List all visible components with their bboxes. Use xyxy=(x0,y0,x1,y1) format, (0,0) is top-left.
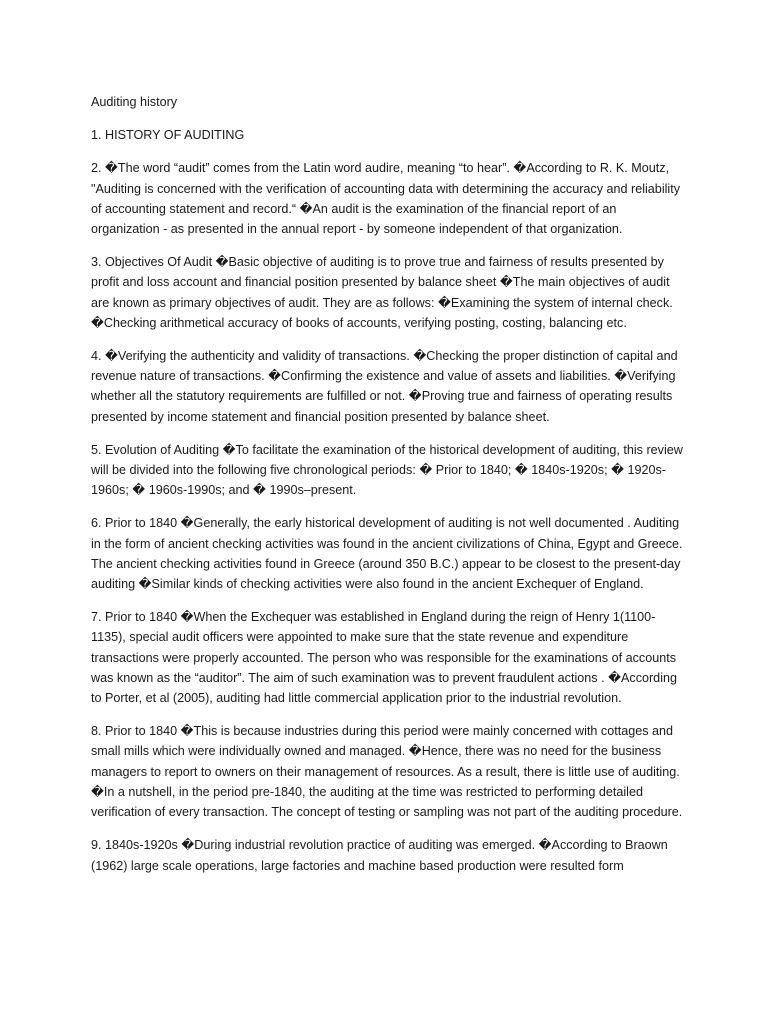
document-title: Auditing history xyxy=(91,95,178,109)
paragraph-8: 8. Prior to 1840 �This is because industries during this period were mainly concerned with cottages and small mills which were individually owned and managed. �Hence, there was no need for the business managers to report to owners on their management of resources. As a result, there is little use of auditing. �In a nutshell, in the period pre-1840, the auditing at the time was restricted to performing detailed verification of every transaction. The concept of testing or sampling was not part of the auditing procedure. xyxy=(91,724,683,820)
document-body xyxy=(91,92,683,889)
paragraph-3: 3. Objectives Of Audit �Basic objective of auditing is to prove true and fairness of results presented by profit and loss account and financial position presented by balance sheet �The main objectives of audit are known as primary objectives of audit. They are as follows: �Examining the system of internal check. �Checking arithmetical accuracy of books of accounts, verifying posting, costing, balancing etc. xyxy=(91,255,673,330)
paragraph-7: 7. Prior to 1840 �When the Exchequer was established in England during the reign of Henry 1(1100-1135), special audit officers were appointed to make sure that the state revenue and expenditure transactions were properly accounted. The person who was responsible for the examinations of accounts was known as the “auditor”. The aim of such examination was to prevent fraudulent actions . �According to Porter, et al (2005), auditing had little commercial application prior to the industrial revolution. xyxy=(91,610,677,706)
paragraph-6: 6. Prior to 1840 �Generally, the early historical development of auditing is not well documented . Auditing in the form of ancient checking activities was found in the ancient civilizations of China, Egypt and Greece. The ancient checking activities found in Greece (around 350 B.C.) appear to be closest to the present-day auditing �Similar kinds of checking activities were also found in the ancient Exchequer of England. xyxy=(91,516,683,592)
paragraph-5: 5. Evolution of Auditing �To facilitate the examination of the historical development of auditing, this review will be divided into the following five chronological periods: � Prior to 1840; � 1840s-1920s; � 1920s-1960s; � 1960s-1990s; and � 1990s–present. xyxy=(91,442,683,498)
paragraph-9: 9. 1840s-1920s �During industrial revolution practice of auditing was emerged. �According to Braown (1962) large scale operations, large factories and machine based production were resulted form xyxy=(91,838,668,873)
section-heading: 1. HISTORY OF AUDITING xyxy=(91,128,245,143)
paragraph-2: 2. �The word “audit” comes from the Latin word audire, meaning “to hear”. �According to R. K. Moutz, "Auditing is concerned with the verification of accounting data with determining the accuracy and reliability of accounting statement and record.“ �An audit is the examination of the financial report of an organization - as presented in the annual report - by someone independent of that organization. xyxy=(91,161,681,237)
paragraph-4: 4. �Verifying the authenticity and validity of transactions. �Checking the proper distinction of capital and revenue nature of transactions. �Confirming the existence and value of assets and liabilities. �Verifying whether all the statutory requirements are fulfilled or not. �Proving true and fairness of operating results presented by income statement and financial position presented by balance sheet. xyxy=(91,349,678,424)
